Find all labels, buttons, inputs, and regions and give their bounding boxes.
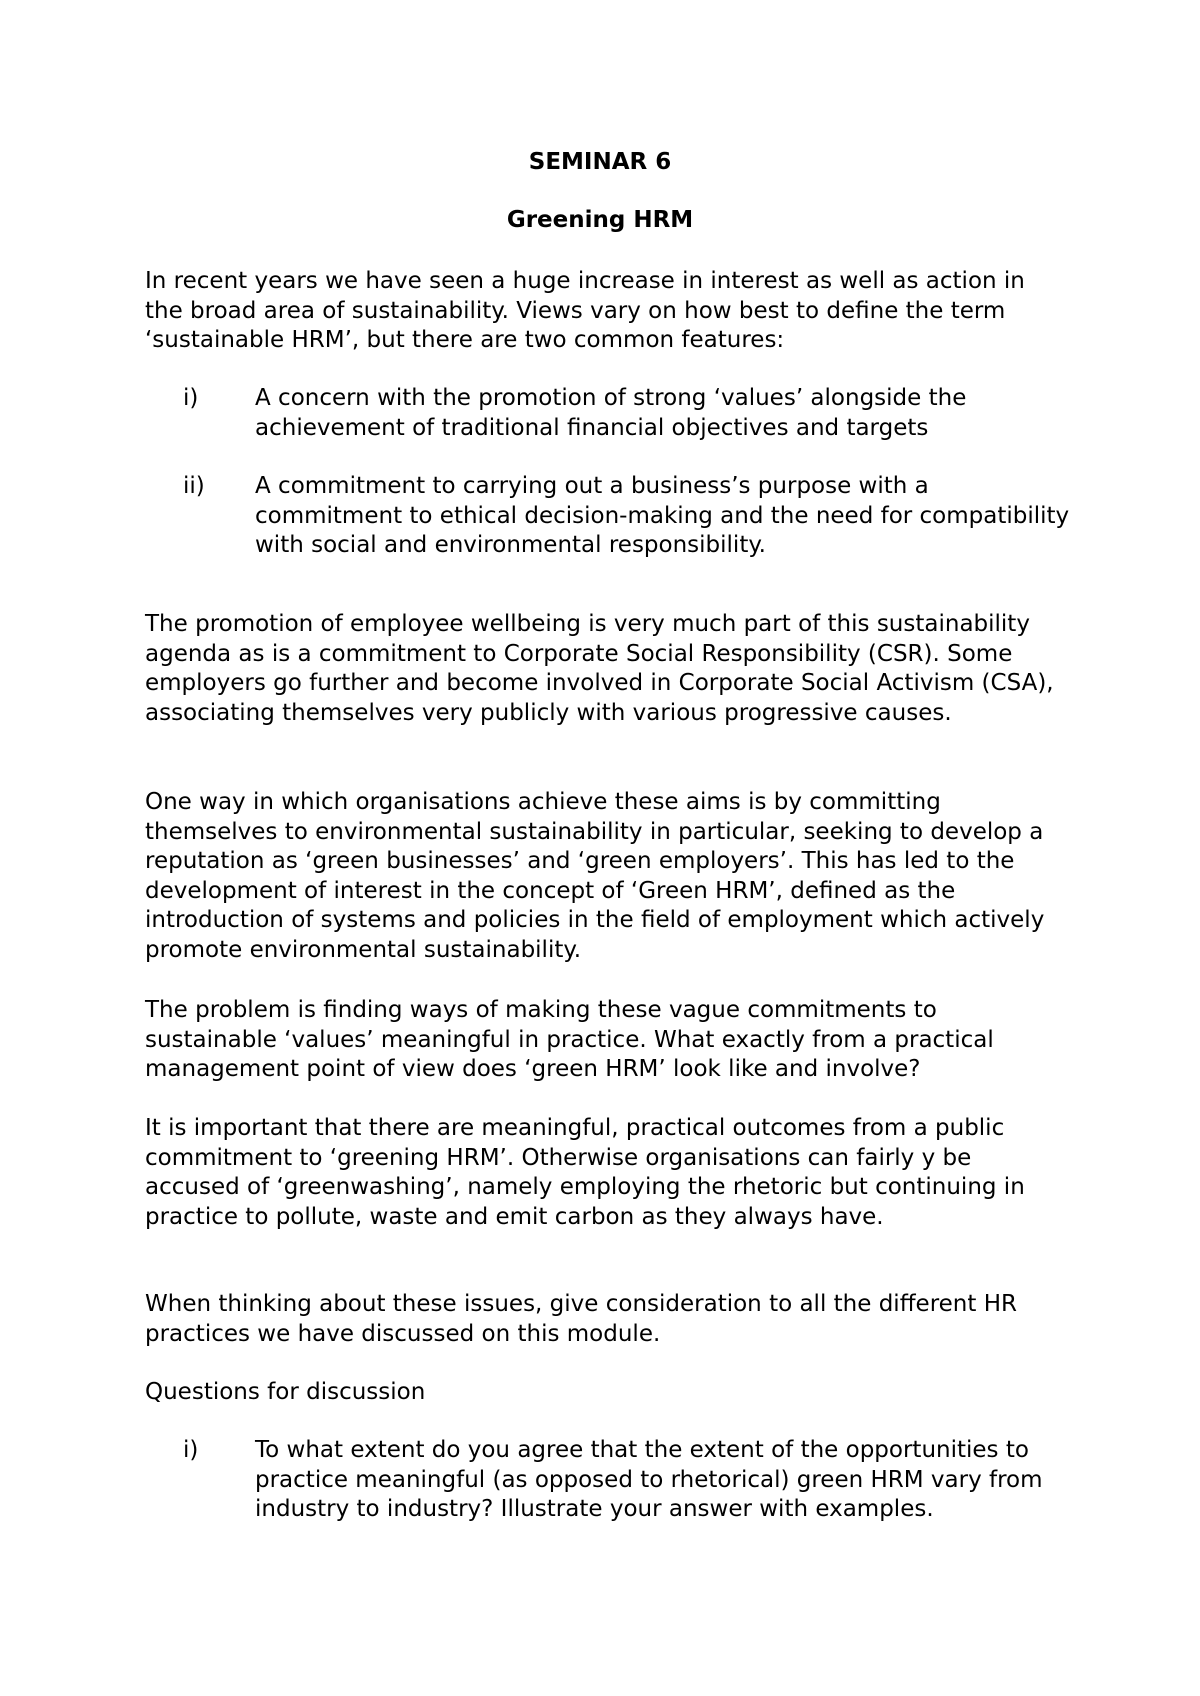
feature-text: A concern with the promotion of strong ‘values’ alongside the achievement of traditional financial objectives and targets: [255, 385, 967, 441]
body-paragraph-4: It is important that there are meaningful, practical outcomes from a public commitment to ‘greening HRM’. Otherwise organisations can fairly y be accused of ‘greenwashing’, namely employing the rhetoric but continuing in practice to pollute, waste and emit carbon as they always have.: [145, 1115, 1025, 1230]
question-text: To what extent do you agree that the extent of the opportunities to practice meaningful (as opposed to rhetorical) green HRM vary from industry to industry? Illustrate your answer with examples.: [255, 1437, 1043, 1522]
feature-number: i): [183, 385, 199, 411]
body-paragraph-2: One way in which organisations achieve these aims is by committing themselves to environmental sustainability in particular, seeking to develop a reputation as ‘green businesses’ and ‘green employers’. This has led to the development of interest in the concept of ‘Green HRM’, defined as the introduction of systems and policies in the field of employment which actively promote environmental sustainability.: [145, 789, 1045, 963]
feature-text: A commitment to carrying out a business’s purpose with a commitment to ethical decision-making and the need for compatibility with social and environmental responsibility.: [255, 473, 1070, 558]
questions-heading: Questions for discussion: [145, 1379, 426, 1405]
feature-number: ii): [183, 473, 205, 499]
body-paragraph-5: When thinking about these issues, give consideration to all the different HR practices we have discussed on this module.: [145, 1291, 1017, 1347]
body-paragraph-3: The problem is finding ways of making these vague commitments to sustainable ‘values’ meaningful in practice. What exactly from a practical management point of view does ‘green HRM’ look like and involve?: [145, 997, 994, 1082]
document-subtitle: Greening HRM: [506, 207, 694, 233]
intro-paragraph: In recent years we have seen a huge increase in interest as well as action in the broad area of sustainability. Views vary on how best to define the term ‘sustainable HRM’, but there are two common features:: [145, 268, 1025, 353]
document-title: SEMINAR 6: [528, 149, 672, 175]
body-paragraph-1: The promotion of employee wellbeing is very much part of this sustainability agenda as is a commitment to Corporate Social Responsibility (CSR). Some employers go further and become involved in Corporate Social Activism (CSA), associating themselves very publicly with various progressive causes.: [145, 611, 1054, 726]
question-number: i): [183, 1437, 199, 1463]
